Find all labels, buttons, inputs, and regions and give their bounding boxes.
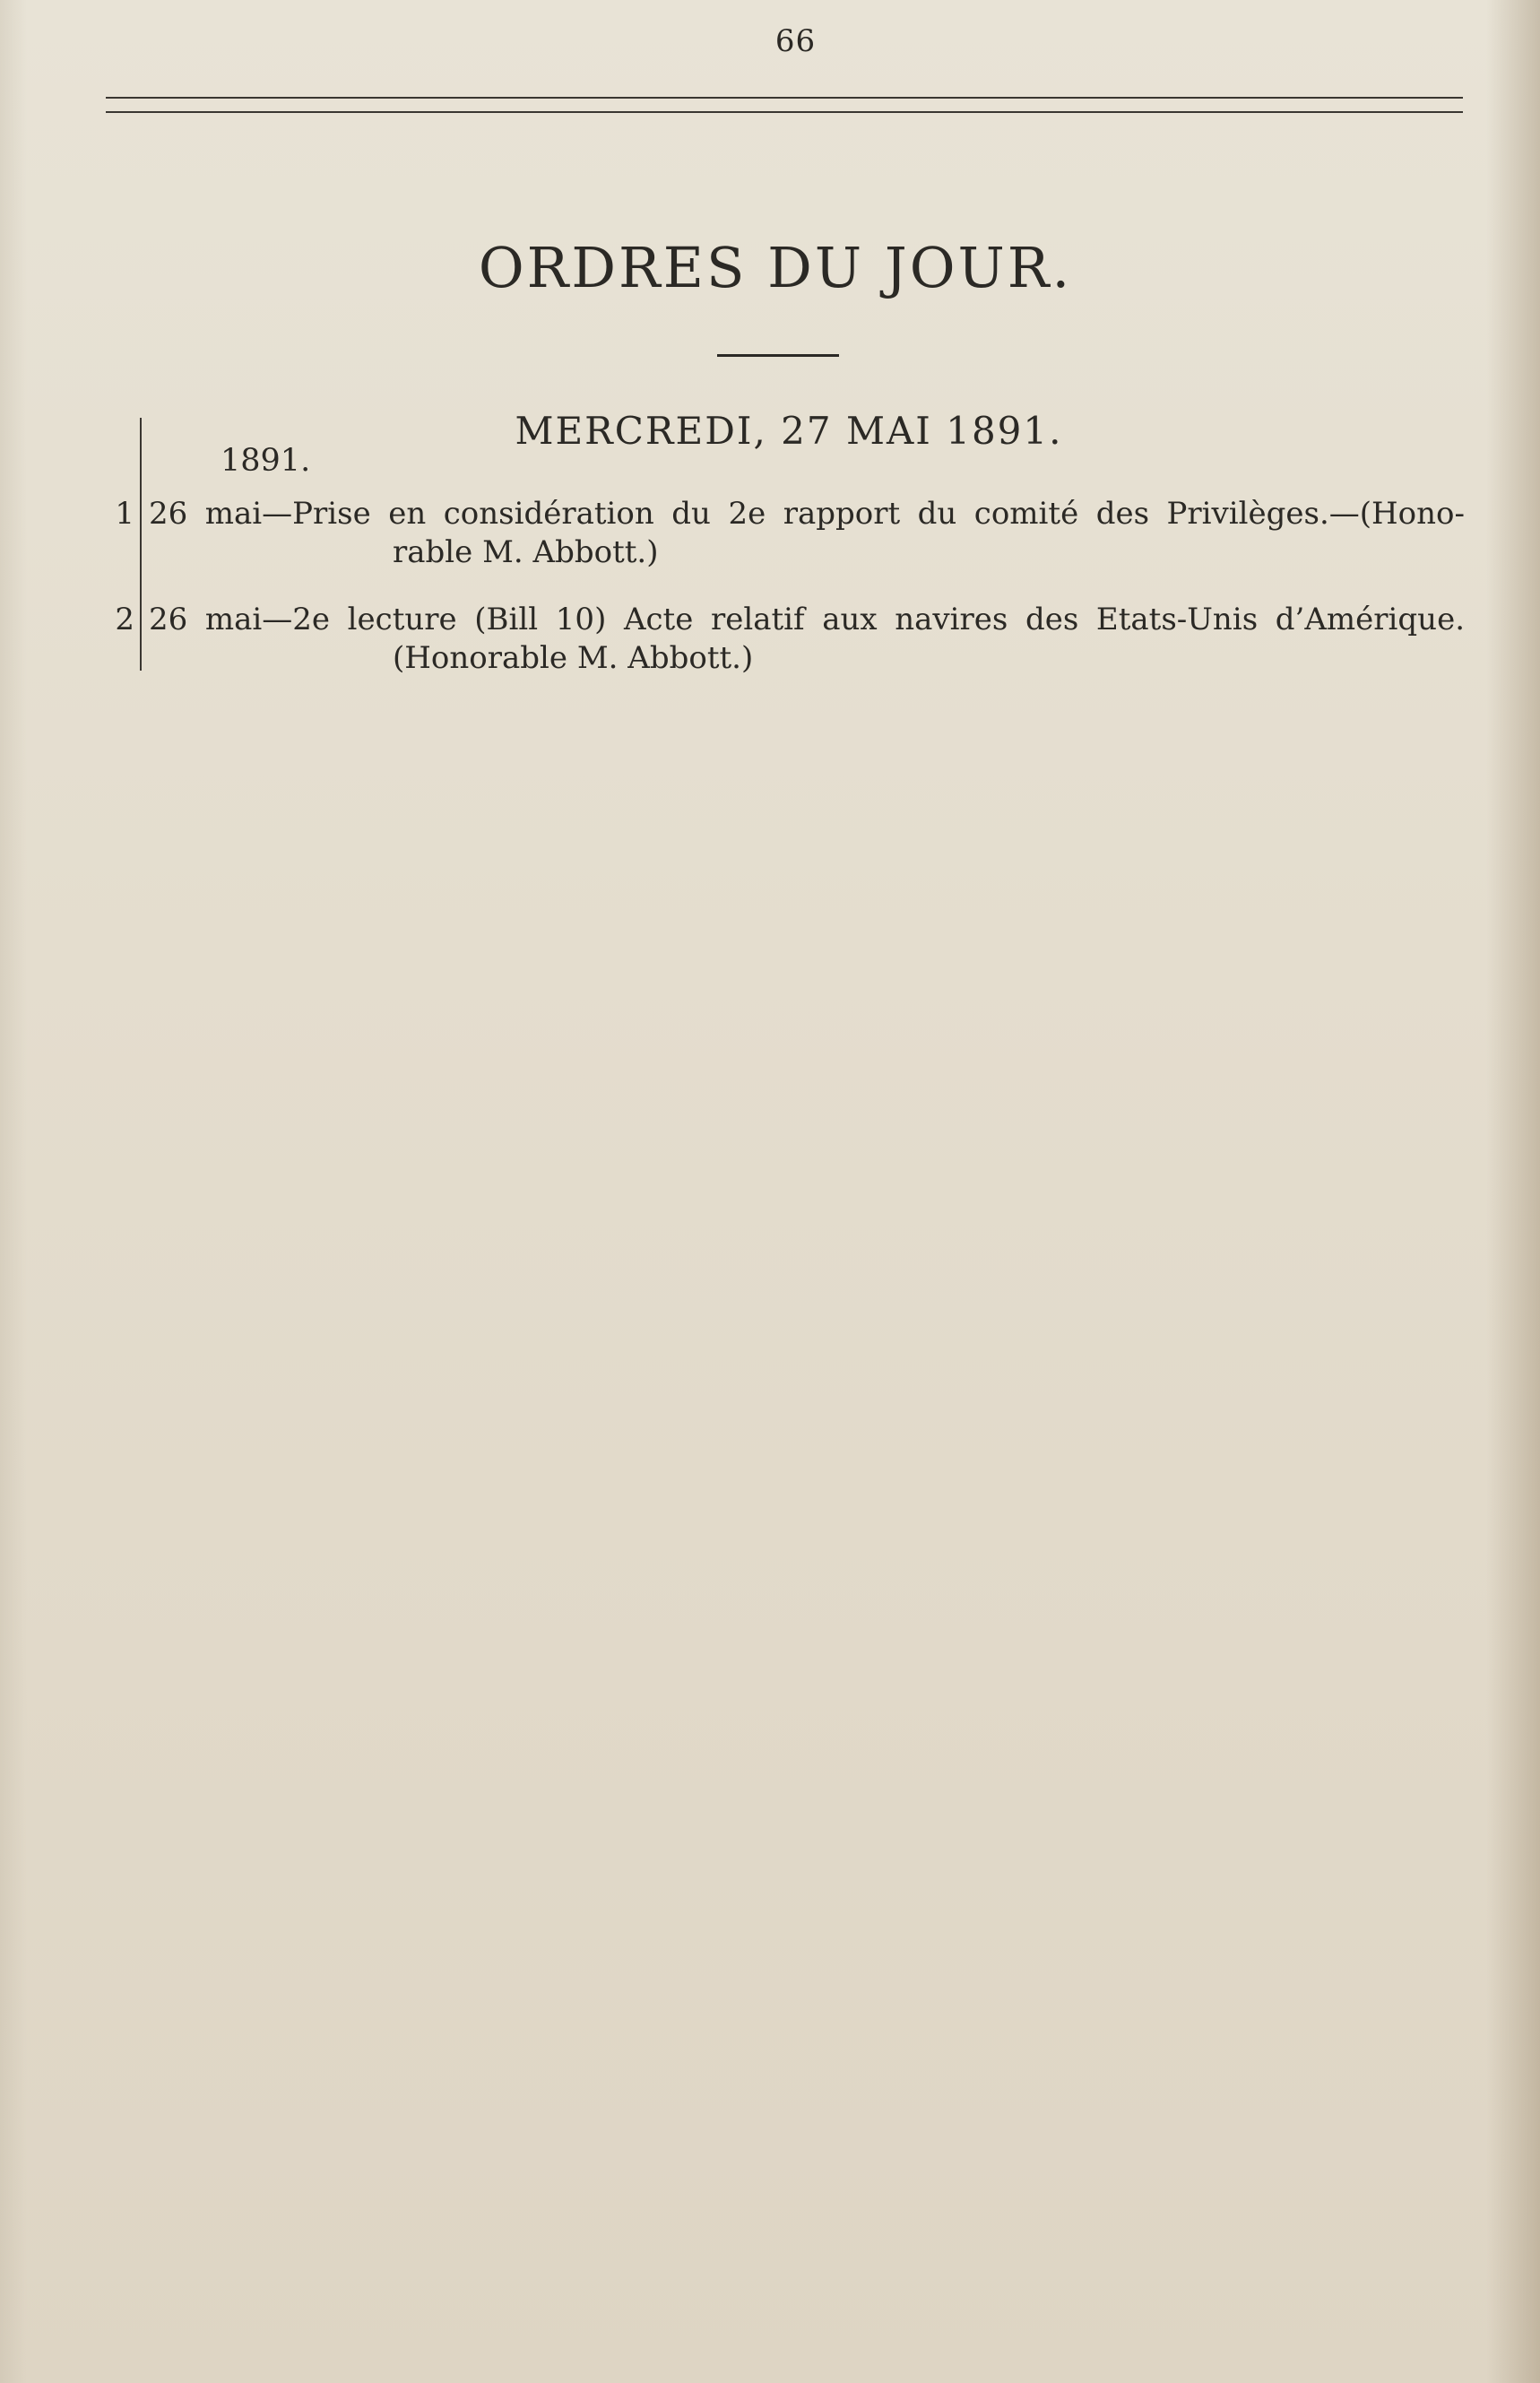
page-number: 66 [774,23,817,59]
margin-rule [140,418,142,671]
order-number: 1 [115,496,134,532]
order-text-line: 26 mai—Prise en considération du 2e rapport du comité des Privilèges.—(Hono- [149,496,1465,532]
order-text-continuation: (Honorable M. Abbott.) [393,640,754,676]
header-double-rule [106,97,1463,113]
order-text-continuation: rable M. Abbott.) [393,534,659,570]
order-text-line: 26 mai—2e lecture (Bill 10) Acte relatif aux navires des Etats-Unis d’Amérique. [149,602,1465,637]
day-heading: MERCREDI, 27 MAI 1891. [515,409,1063,453]
title-underline [717,354,839,357]
order-number: 2 [115,602,134,637]
page-title: ORDRES DU JOUR. [478,235,1073,300]
year-label: 1891. [221,443,311,479]
